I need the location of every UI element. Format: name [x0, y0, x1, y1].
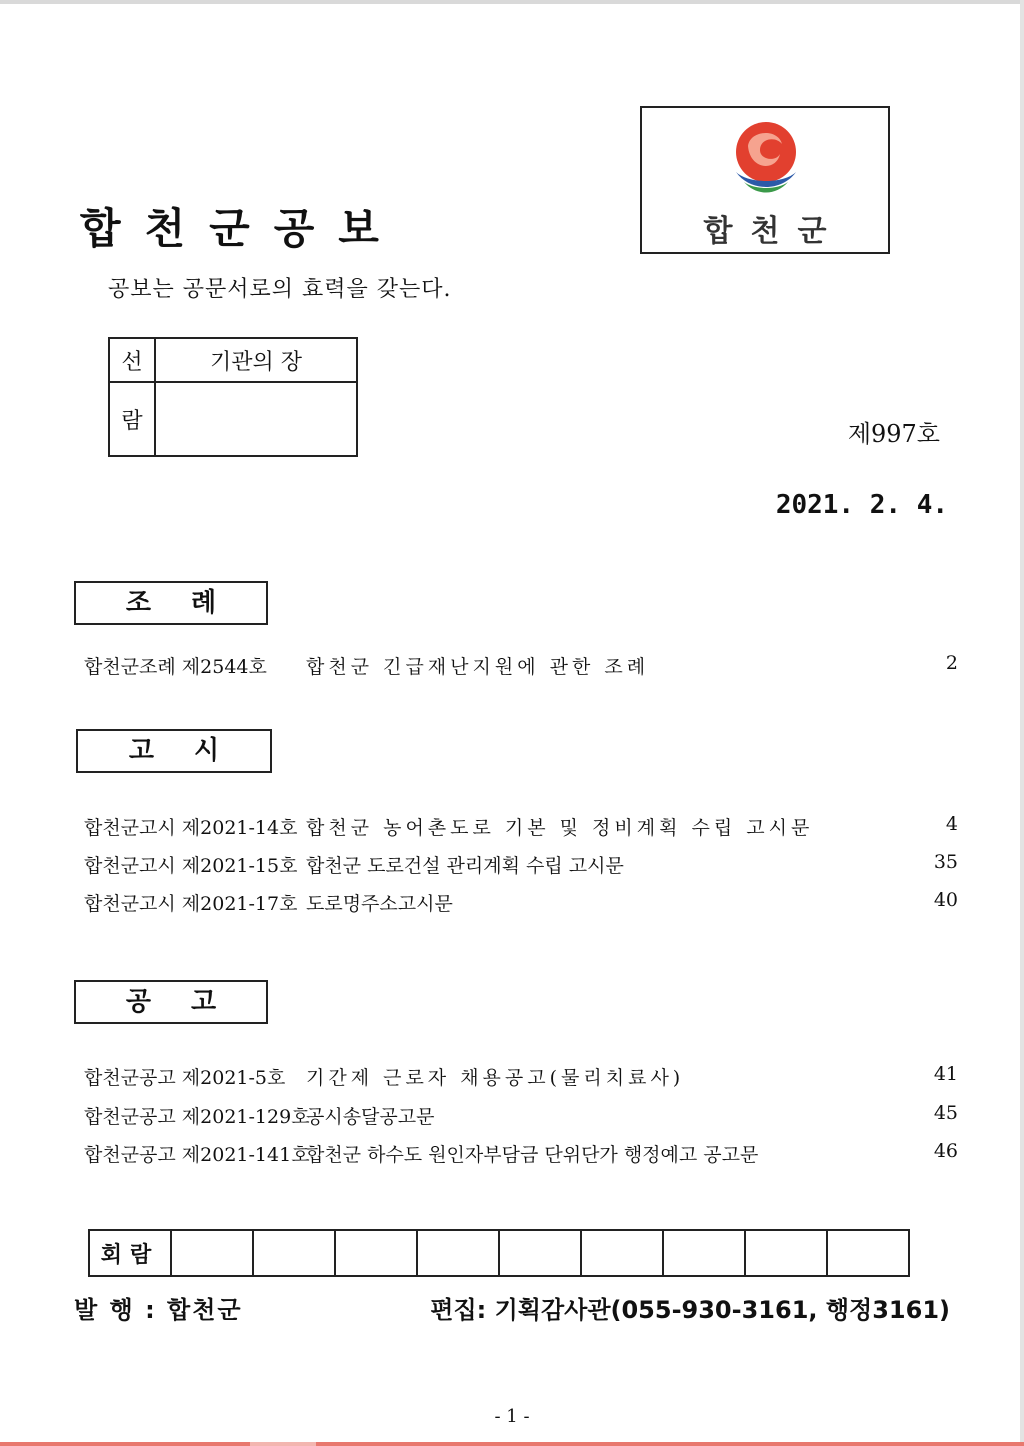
list-item[interactable] [84, 1063, 958, 1090]
list-item[interactable] [84, 652, 958, 679]
list-item[interactable] [84, 889, 958, 916]
approval-label-top: 선 [109, 338, 155, 382]
section-heading-announcement: 공고 [74, 980, 268, 1024]
county-emblem-icon [730, 120, 802, 202]
circulation-cell [171, 1230, 253, 1276]
circulation-cell [827, 1230, 909, 1276]
item-page: 41 [933, 1063, 958, 1085]
item-title: 공시송달공고문 [306, 1106, 435, 1128]
logo-text: 합천군 [703, 214, 845, 249]
item-code: 합천군공고 제2021-141호 [84, 1144, 310, 1166]
section-heading-ordinance: 조례 [74, 581, 268, 625]
editor-contact: 편집: 기획감사관(055-930-3161, 행정3161) [430, 1296, 950, 1324]
item-title: 기간제 근로자 채용공고(물리치료사) [306, 1067, 685, 1089]
circulation-label: 회람 [89, 1230, 171, 1276]
page-number: - 1 - [494, 1406, 530, 1427]
list-item[interactable] [84, 813, 958, 840]
item-title: 합천군 하수도 원인자부담금 단위단가 행정예고 공고문 [306, 1144, 759, 1166]
list-item[interactable] [84, 851, 958, 878]
item-page: 40 [933, 889, 958, 911]
item-page: 45 [933, 1102, 958, 1124]
approval-label-bottom: 람 [109, 382, 155, 456]
item-title: 합천군 농어촌도로 기본 및 정비계획 수립 고시문 [306, 817, 814, 839]
right-border [1020, 0, 1024, 1446]
item-title: 합천군 긴급재난지원에 관한 조례 [306, 656, 650, 678]
circulation-cell [253, 1230, 335, 1276]
approval-signature-cell [155, 382, 357, 456]
circulation-cell [581, 1230, 663, 1276]
item-code: 합천군고시 제2021-14호 [84, 817, 298, 839]
issue-number: 제997호 [847, 420, 940, 448]
item-code: 합천군공고 제2021-5호 [84, 1067, 286, 1089]
section-heading-notice: 고시 [76, 729, 272, 773]
approval-header: 기관의 장 [155, 338, 357, 382]
circulation-table [88, 1229, 910, 1277]
item-title: 합천군 도로건설 관리계획 수립 고시문 [306, 855, 624, 877]
item-code: 합천군조례 제2544호 [84, 656, 267, 678]
county-logo [640, 106, 890, 254]
item-page: 2 [945, 652, 958, 674]
page-title: 합천군공보 [80, 204, 403, 253]
item-page: 4 [945, 813, 958, 835]
circulation-cell [745, 1230, 827, 1276]
item-code: 합천군고시 제2021-17호 [84, 893, 298, 915]
publisher: 발 행 : 합천군 [74, 1296, 243, 1324]
circulation-cell [663, 1230, 745, 1276]
circulation-cell [335, 1230, 417, 1276]
item-title: 도로명주소고시문 [306, 893, 453, 915]
list-item[interactable] [84, 1102, 958, 1129]
item-page: 46 [933, 1140, 958, 1162]
list-item[interactable] [84, 1140, 958, 1167]
approval-table [108, 337, 358, 457]
top-border [0, 0, 1024, 4]
circulation-cell [499, 1230, 581, 1276]
issue-date: 2021. 2. 4. [775, 490, 948, 520]
item-code: 합천군고시 제2021-15호 [84, 855, 298, 877]
bottom-border [0, 1442, 1024, 1446]
circulation-cell [417, 1230, 499, 1276]
bottom-border-highlight [250, 1442, 316, 1446]
item-code: 합천군공고 제2021-129호 [84, 1106, 310, 1128]
item-page: 35 [933, 851, 958, 873]
page-subtitle: 공보는 공문서로의 효력을 갖는다. [108, 277, 452, 302]
